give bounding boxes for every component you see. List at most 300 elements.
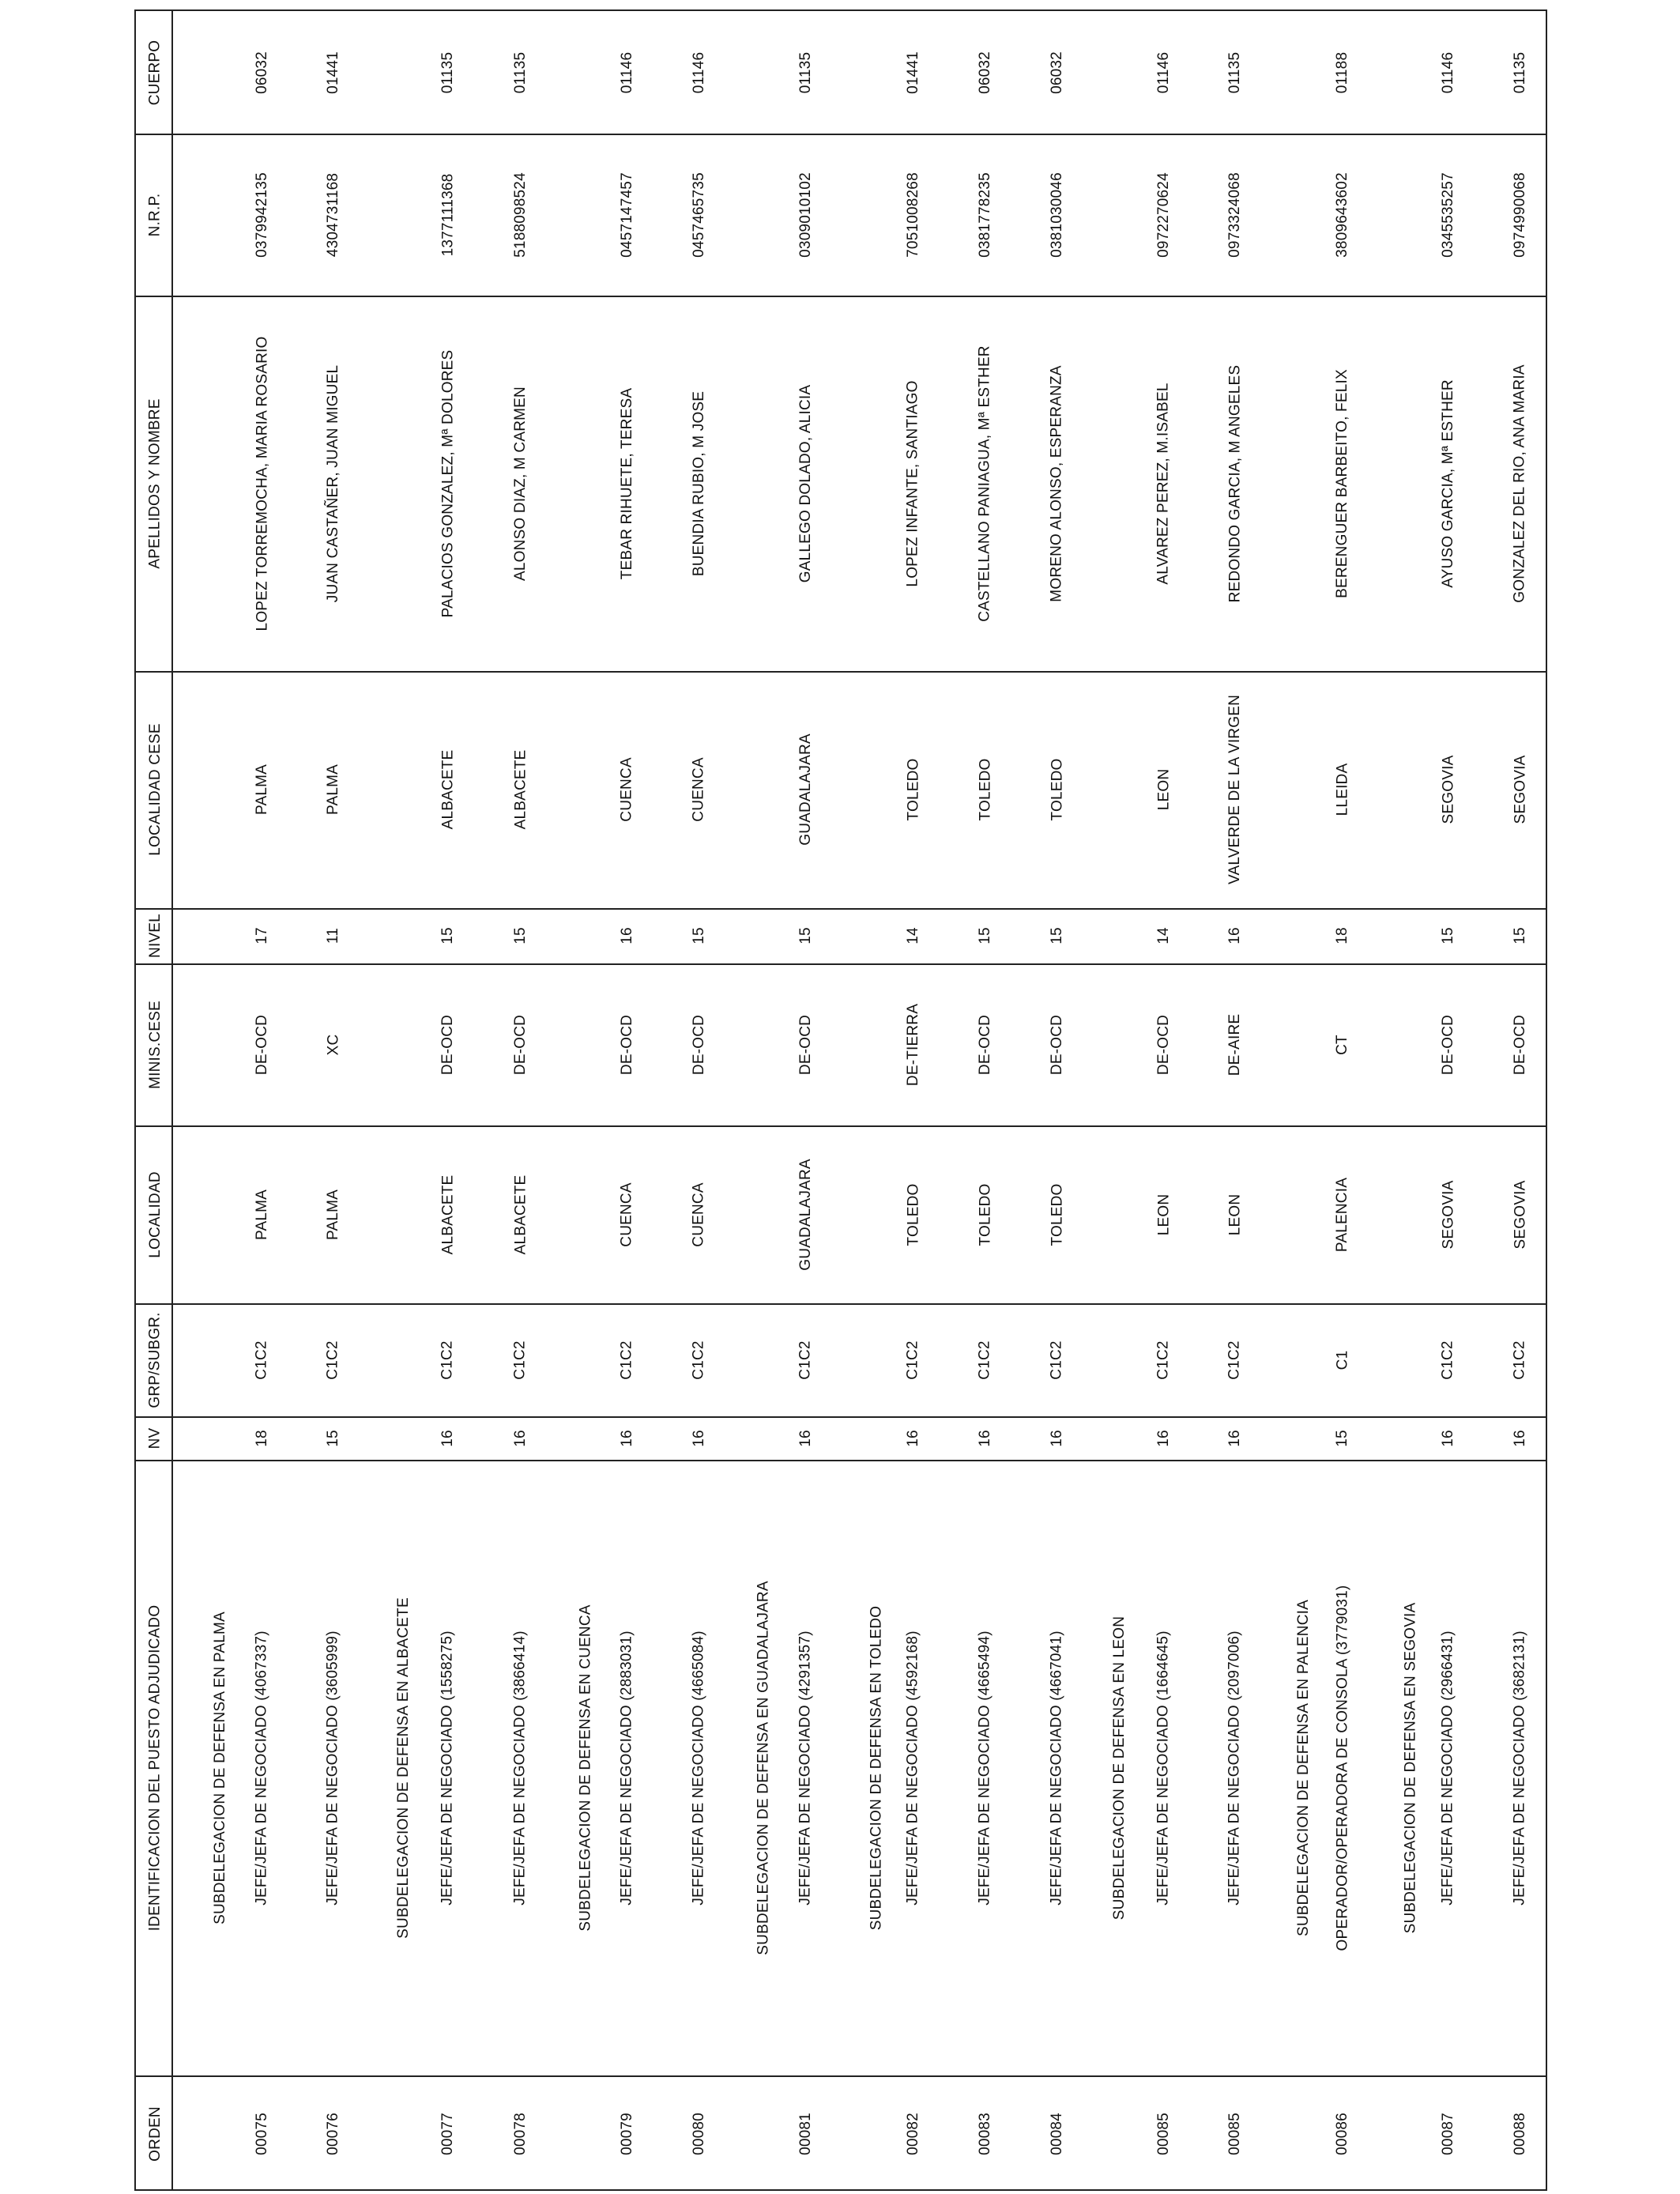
orden: 00085 <box>1226 2113 1243 2155</box>
cuerpo-cell <box>687 11 711 134</box>
unit-heading: SUBDELEGACION DE DEFENSA EN PALENCIA <box>1295 1599 1312 1936</box>
header-cuerpo: CUERPO <box>146 40 164 105</box>
cuerpo: 01135 <box>1226 51 1243 93</box>
puesto-adjudicado-cell <box>1437 1476 1460 2060</box>
nivel: 17 <box>253 927 270 944</box>
minis-cese: DE-OCD <box>254 1014 270 1075</box>
localidad-cell <box>322 1125 345 1303</box>
header-grupo-cell <box>144 1303 168 1416</box>
cuerpo-cell <box>1223 11 1247 134</box>
minis-cese-cell <box>687 963 711 1125</box>
grupo: C1C2 <box>1155 1340 1173 1380</box>
orden: 00087 <box>1440 2113 1456 2155</box>
nrp: 0457147457 <box>619 172 636 258</box>
grupo-cell <box>902 1303 925 1416</box>
nrp-cell <box>616 134 639 296</box>
minis-cese: CT <box>1333 1034 1350 1055</box>
puesto-adjudicado-cell <box>1509 1476 1532 2060</box>
localidad: CUENCA <box>619 1182 635 1247</box>
unit-heading-cell <box>752 1476 776 2060</box>
grupo: C1C2 <box>977 1340 994 1380</box>
orden: 00085 <box>1155 2113 1172 2155</box>
cuerpo: 01146 <box>619 51 635 93</box>
nombre: LOPEZ TORREMOCHA, MARIA ROSARIO <box>254 336 270 631</box>
nivel-cell <box>1223 908 1247 963</box>
nivel-cell <box>322 908 345 963</box>
cuerpo-cell <box>616 11 639 134</box>
nrp-cell <box>1152 134 1176 296</box>
localidad: LEON <box>1155 1193 1173 1235</box>
nombre-cell <box>509 296 533 671</box>
nombre-cell <box>436 296 460 671</box>
localidad-cese: PALMA <box>325 763 342 816</box>
localidad-cese: GUADALAJARA <box>797 733 815 846</box>
grupo: C1C2 <box>619 1340 636 1380</box>
cuerpo: 01188 <box>1334 51 1350 93</box>
orden-cell <box>794 2075 818 2192</box>
unit-heading: SUBDELEGACION DE DEFENSA EN ALBACETE <box>395 1596 412 1939</box>
nivel-cell <box>1437 908 1460 963</box>
localidad-cese: SEGOVIA <box>1512 755 1528 824</box>
nombre-cell <box>1509 296 1532 671</box>
minis-cese-cell <box>1223 963 1247 1125</box>
cuerpo: 01135 <box>439 51 456 93</box>
nombre-cell <box>687 296 711 671</box>
localidad-cese-cell <box>794 671 818 908</box>
minis-cese: DE-OCD <box>1155 1014 1172 1075</box>
grupo: C1C2 <box>905 1340 922 1380</box>
nrp-cell <box>1223 134 1247 296</box>
localidad-cese: TOLEDO <box>905 758 922 821</box>
nrp-cell <box>1437 134 1460 296</box>
grupo: C1C2 <box>439 1340 457 1380</box>
nrp: 1377111368 <box>439 173 457 256</box>
puesto-adjudicado: JEFE/JEFA DE NEGOCIADO (4067337) <box>254 1630 270 1906</box>
localidad-cell <box>509 1125 533 1303</box>
nv-cell <box>1223 1416 1247 1460</box>
puesto-adjudicado: JEFE/JEFA DE NEGOCIADO (3866414) <box>512 1630 529 1906</box>
localidad-cese: PALMA <box>254 763 271 816</box>
orden: 00079 <box>619 2113 635 2155</box>
nivel: 15 <box>976 927 993 944</box>
nv-cell <box>1331 1416 1354 1460</box>
grupo: C1 <box>1333 1350 1350 1370</box>
nombre: BUENDIA RUBIO, M JOSE <box>691 390 708 576</box>
cuerpo: 01135 <box>797 51 814 93</box>
nv: 15 <box>1333 1429 1350 1447</box>
cuerpo: 01135 <box>1512 51 1528 93</box>
orden-cell <box>1437 2075 1460 2192</box>
nivel-cell <box>1152 908 1176 963</box>
localidad-cell <box>1509 1125 1532 1303</box>
nivel: 15 <box>439 927 456 944</box>
minis-cese: DE-AIRE <box>1226 1013 1243 1076</box>
cuerpo: 01135 <box>512 51 529 93</box>
localidad-cese: ALBACETE <box>512 749 529 830</box>
nrp-cell <box>1331 134 1354 296</box>
nombre-cell <box>1223 296 1247 671</box>
header-nv: NV <box>146 1427 164 1449</box>
nrp-cell <box>794 134 818 296</box>
orden: 00080 <box>691 2113 707 2155</box>
puesto-adjudicado-cell <box>1045 1476 1069 2060</box>
cuerpo: 01441 <box>905 51 921 94</box>
orden-cell <box>1331 2075 1354 2192</box>
localidad-cese-cell <box>687 671 711 908</box>
grupo: C1C2 <box>1512 1340 1529 1380</box>
nombre-cell <box>1437 296 1460 671</box>
nivel: 15 <box>1511 927 1528 944</box>
nrp-cell <box>1509 134 1532 296</box>
localidad-cell <box>1437 1125 1460 1303</box>
header-divider <box>171 11 173 2189</box>
nivel: 15 <box>797 927 814 944</box>
puesto-adjudicado-cell <box>509 1476 533 2060</box>
puesto-adjudicado: JEFE/JEFA DE NEGOCIADO (2097006) <box>1226 1630 1243 1906</box>
header-orden: ORDEN <box>146 2106 164 2162</box>
orden-cell <box>1045 2075 1069 2192</box>
nombre-cell <box>902 296 925 671</box>
grupo-cell <box>1437 1303 1460 1416</box>
minis-cese-cell <box>902 963 925 1125</box>
nrp: 0381778235 <box>977 172 994 258</box>
nv: 16 <box>1226 1429 1243 1447</box>
header-cuerpo-cell <box>144 11 168 134</box>
nombre: CASTELLANO PANIAGUA, Mª ESTHER <box>977 345 994 622</box>
cuerpo-cell <box>322 11 345 134</box>
localidad-cese-cell <box>1509 671 1532 908</box>
nv-cell <box>794 1416 818 1460</box>
header-nv-cell <box>144 1416 168 1460</box>
puesto-adjudicado: JEFE/JEFA DE NEGOCIADO (4667041) <box>1049 1630 1065 1906</box>
orden: 00086 <box>1334 2113 1350 2155</box>
header-minis-cese: MINIS.CESE <box>146 1000 164 1089</box>
nrp-cell <box>436 134 460 296</box>
orden-cell <box>616 2075 639 2192</box>
nv: 18 <box>253 1429 270 1447</box>
localidad-cell <box>436 1125 460 1303</box>
cuerpo-cell <box>509 11 533 134</box>
nrp: 0974990068 <box>1512 172 1529 258</box>
localidad-cese-cell <box>1045 671 1069 908</box>
nombre: ALONSO DIAZ, M CARMEN <box>512 386 529 581</box>
minis-cese: DE-OCD <box>977 1014 993 1075</box>
grupo: C1C2 <box>1440 1340 1457 1380</box>
orden-cell <box>509 2075 533 2192</box>
unit-heading: SUBDELEGACION DE DEFENSA EN LEON <box>1111 1615 1128 1920</box>
nrp-cell <box>687 134 711 296</box>
header-nivel: NIVEL <box>146 914 164 958</box>
nivel-cell <box>1509 908 1532 963</box>
nrp: 0381030046 <box>1049 172 1066 258</box>
orden: 00075 <box>254 2113 270 2155</box>
grupo-cell <box>436 1303 460 1416</box>
nivel-cell <box>794 908 818 963</box>
nrp: 0309010102 <box>797 172 815 258</box>
minis-cese: DE-OCD <box>439 1014 456 1075</box>
localidad: TOLEDO <box>977 1183 994 1246</box>
nrp-cell <box>1045 134 1069 296</box>
orden-cell <box>436 2075 460 2192</box>
minis-cese: DE-OCD <box>619 1014 635 1075</box>
puesto-adjudicado: JEFE/JEFA DE NEGOCIADO (3605999) <box>325 1630 341 1906</box>
orden: 00084 <box>1049 2113 1065 2155</box>
localidad-cese-cell <box>1331 671 1354 908</box>
puesto-adjudicado-cell <box>1223 1476 1247 2060</box>
nombre-cell <box>1331 296 1354 671</box>
puesto-adjudicado: JEFE/JEFA DE NEGOCIADO (4291357) <box>797 1630 814 1906</box>
nombre: REDONDO GARCIA, M ANGELES <box>1226 364 1243 602</box>
localidad-cell <box>902 1125 925 1303</box>
unit-heading-cell <box>574 1476 598 2060</box>
nivel: 15 <box>690 927 707 944</box>
puesto-adjudicado: JEFE/JEFA DE NEGOCIADO (4592168) <box>905 1630 921 1906</box>
puesto-adjudicado-cell <box>687 1476 711 2060</box>
nrp: 3809643602 <box>1334 172 1351 258</box>
localidad-cese-cell <box>322 671 345 908</box>
unit-heading: SUBDELEGACION DE DEFENSA EN CUENCA <box>578 1604 594 1932</box>
nv-cell <box>436 1416 460 1460</box>
cuerpo: 06032 <box>977 51 993 94</box>
localidad-cese-cell <box>902 671 925 908</box>
header-grupo: GRP/SUBGR. <box>146 1311 164 1408</box>
nivel-cell <box>974 908 997 963</box>
puesto-adjudicado-cell <box>250 1476 274 2060</box>
nivel-cell <box>1331 908 1354 963</box>
localidad-cese: LLEIDA <box>1334 763 1350 816</box>
nivel-cell <box>509 908 533 963</box>
unit-heading-cell <box>1292 1476 1316 2060</box>
cuerpo-cell <box>1152 11 1176 134</box>
localidad-cese: TOLEDO <box>977 758 994 821</box>
minis-cese-cell <box>322 963 345 1125</box>
puesto-adjudicado: JEFE/JEFA DE NEGOCIADO (1558275) <box>439 1630 456 1906</box>
localidad-cese-cell <box>616 671 639 908</box>
puesto-adjudicado: JEFE/JEFA DE NEGOCIADO (2966431) <box>1440 1630 1456 1906</box>
cuerpo: 01146 <box>691 51 707 93</box>
nombre: JUAN CASTAÑER, JUAN MIGUEL <box>325 364 342 602</box>
grupo-cell <box>1331 1303 1354 1416</box>
minis-cese: DE-OCD <box>1049 1014 1065 1075</box>
grupo-cell <box>616 1303 639 1416</box>
localidad-cese: TOLEDO <box>1049 758 1066 821</box>
nombre: BERENGUER BARBEITO, FELIX <box>1334 368 1351 598</box>
puesto-adjudicado: OPERADOR/OPERADORA DE CONSOLA (3779031) <box>1334 1585 1350 1951</box>
cuerpo-cell <box>250 11 274 134</box>
nrp-cell <box>250 134 274 296</box>
cuerpo-cell <box>1331 11 1354 134</box>
grupo-cell <box>1045 1303 1069 1416</box>
minis-cese-cell <box>1331 963 1354 1125</box>
header-identificacion-cell <box>144 1460 168 2075</box>
localidad-cese: CUENCA <box>619 757 635 822</box>
orden-cell <box>250 2075 274 2192</box>
nv-cell <box>1152 1416 1176 1460</box>
orden-cell <box>1509 2075 1532 2192</box>
nrp-cell <box>902 134 925 296</box>
localidad-cese-cell <box>974 671 997 908</box>
nombre-cell <box>250 296 274 671</box>
puesto-adjudicado: JEFE/JEFA DE NEGOCIADO (3682131) <box>1512 1630 1528 1906</box>
unit-heading-cell <box>1399 1476 1422 2060</box>
minis-cese-cell <box>250 963 274 1125</box>
cuerpo: 06032 <box>254 51 270 94</box>
header-nrp-cell <box>144 134 168 296</box>
localidad-cell <box>1152 1125 1176 1303</box>
localidad-cese: VALVERDE DE LA VIRGEN <box>1226 694 1243 885</box>
puesto-adjudicado: JEFE/JEFA DE NEGOCIADO (4665084) <box>691 1630 707 1906</box>
nombre: MORENO ALONSO, ESPERANZA <box>1049 364 1065 602</box>
puesto-adjudicado-cell <box>1152 1476 1176 2060</box>
cuerpo-cell <box>1509 11 1532 134</box>
nv: 16 <box>618 1429 635 1447</box>
nv-cell <box>509 1416 533 1460</box>
nv: 16 <box>439 1429 456 1447</box>
rotated-table <box>134 9 1547 2191</box>
orden: 00081 <box>797 2113 814 2155</box>
puesto-adjudicado-cell <box>902 1476 925 2060</box>
nv: 16 <box>904 1429 921 1447</box>
grupo-cell <box>509 1303 533 1416</box>
grupo-cell <box>1223 1303 1247 1416</box>
minis-cese-cell <box>1152 963 1176 1125</box>
nombre: GONZALEZ DEL RIO, ANA MARIA <box>1512 364 1528 603</box>
header-apellidos-nombre-cell <box>144 296 168 671</box>
cuerpo-cell <box>1437 11 1460 134</box>
unit-heading-cell <box>209 1476 232 2060</box>
grupo: C1C2 <box>254 1340 271 1380</box>
grupo: C1C2 <box>512 1340 529 1380</box>
unit-heading: SUBDELEGACION DE DEFENSA EN PALMA <box>212 1611 229 1924</box>
nrp: 0973324068 <box>1226 172 1244 258</box>
orden: 00076 <box>325 2113 341 2155</box>
localidad-cell <box>1331 1125 1354 1303</box>
orden-cell <box>322 2075 345 2192</box>
nv-cell <box>974 1416 997 1460</box>
localidad: TOLEDO <box>905 1183 922 1246</box>
nombre: GALLEGO DOLADO, ALICIA <box>797 384 814 582</box>
orden-cell <box>1223 2075 1247 2192</box>
nv: 16 <box>1439 1429 1456 1447</box>
cuerpo-cell <box>1045 11 1069 134</box>
orden: 00083 <box>977 2113 993 2155</box>
minis-cese-cell <box>974 963 997 1125</box>
orden: 00082 <box>905 2113 921 2155</box>
minis-cese-cell <box>1509 963 1532 1125</box>
nombre-cell <box>616 296 639 671</box>
cuerpo-cell <box>974 11 997 134</box>
nv: 16 <box>976 1429 993 1447</box>
localidad: ALBACETE <box>512 1174 529 1254</box>
nrp: 4304731168 <box>325 172 342 257</box>
nivel: 15 <box>511 927 529 944</box>
nombre: ALVAREZ PEREZ, M.ISABEL <box>1155 382 1173 585</box>
unit-heading: SUBDELEGACION DE DEFENSA EN GUADALAJARA <box>755 1580 773 1955</box>
nv-cell <box>250 1416 274 1460</box>
grupo-cell <box>250 1303 274 1416</box>
minis-cese: DE-OCD <box>512 1014 529 1075</box>
nv: 16 <box>797 1429 814 1447</box>
minis-cese: XC <box>324 1034 341 1055</box>
orden-cell <box>902 2075 925 2192</box>
grupo-cell <box>687 1303 711 1416</box>
nrp: 7051008268 <box>905 172 922 258</box>
puesto-adjudicado-cell <box>794 1476 818 2060</box>
grupo-cell <box>794 1303 818 1416</box>
nivel-cell <box>902 908 925 963</box>
grupo: C1C2 <box>797 1340 815 1380</box>
localidad: GUADALAJARA <box>797 1158 815 1271</box>
puesto-adjudicado: JEFE/JEFA DE NEGOCIADO (2883031) <box>619 1630 635 1906</box>
localidad-cese: ALBACETE <box>439 749 457 830</box>
localidad-cell <box>794 1125 818 1303</box>
localidad: TOLEDO <box>1049 1183 1066 1246</box>
localidad-cell <box>616 1125 639 1303</box>
minis-cese-cell <box>1437 963 1460 1125</box>
localidad-cell <box>1045 1125 1069 1303</box>
cuerpo: 06032 <box>1049 51 1065 94</box>
localidad-cese-cell <box>1437 671 1460 908</box>
nv-cell <box>902 1416 925 1460</box>
cuerpo-cell <box>436 11 460 134</box>
grupo: C1C2 <box>1226 1340 1244 1380</box>
unit-heading-cell <box>392 1476 416 2060</box>
minis-cese-cell <box>794 963 818 1125</box>
header-identificacion: IDENTIFICACION DEL PUESTO ADJUDICADO <box>146 1604 164 1931</box>
header-localidad-cell <box>144 1125 168 1303</box>
nrp: 0972270624 <box>1155 172 1173 258</box>
orden-cell <box>1152 2075 1176 2192</box>
header-localidad: LOCALIDAD <box>146 1171 164 1258</box>
nv-cell <box>322 1416 345 1460</box>
unit-heading-cell <box>1108 1476 1132 2060</box>
unit-heading: SUBDELEGACION DE DEFENSA EN SEGOVIA <box>1402 1602 1418 1933</box>
nivel: 15 <box>1048 927 1065 944</box>
localidad: SEGOVIA <box>1512 1180 1528 1249</box>
header-nrp: N.R.P. <box>146 193 164 236</box>
nrp-cell <box>974 134 997 296</box>
header-localidad-cese-cell <box>144 671 168 908</box>
cuerpo-cell <box>794 11 818 134</box>
localidad-cese: LEON <box>1155 768 1173 811</box>
puesto-adjudicado: JEFE/JEFA DE NEGOCIADO (1664645) <box>1155 1630 1172 1906</box>
nombre-cell <box>1045 296 1069 671</box>
header-minis-cese-cell <box>144 963 168 1125</box>
grupo-cell <box>322 1303 345 1416</box>
nivel: 16 <box>618 927 635 944</box>
localidad-cese-cell <box>1223 671 1247 908</box>
nombre: PALACIOS GONZALEZ, Mª DOLORES <box>439 349 456 617</box>
puesto-adjudicado-cell <box>1331 1476 1354 2060</box>
cuerpo-cell <box>902 11 925 134</box>
orden-cell <box>974 2075 997 2192</box>
nv-cell <box>616 1416 639 1460</box>
localidad-cell <box>687 1125 711 1303</box>
localidad: SEGOVIA <box>1440 1180 1456 1249</box>
cuerpo: 01441 <box>325 51 341 94</box>
orden: 00088 <box>1512 2113 1528 2155</box>
localidad: LEON <box>1226 1193 1244 1235</box>
nv-cell <box>687 1416 711 1460</box>
nivel: 14 <box>904 927 921 944</box>
localidad: PALMA <box>325 1189 342 1240</box>
orden: 00077 <box>439 2113 456 2155</box>
puesto-adjudicado-cell <box>322 1476 345 2060</box>
header-localidad-cese: LOCALIDAD CESE <box>146 723 164 856</box>
nombre: TEBAR RIHUETE, TERESA <box>619 387 636 579</box>
grupo: C1C2 <box>325 1340 342 1380</box>
orden: 00078 <box>512 2113 529 2155</box>
